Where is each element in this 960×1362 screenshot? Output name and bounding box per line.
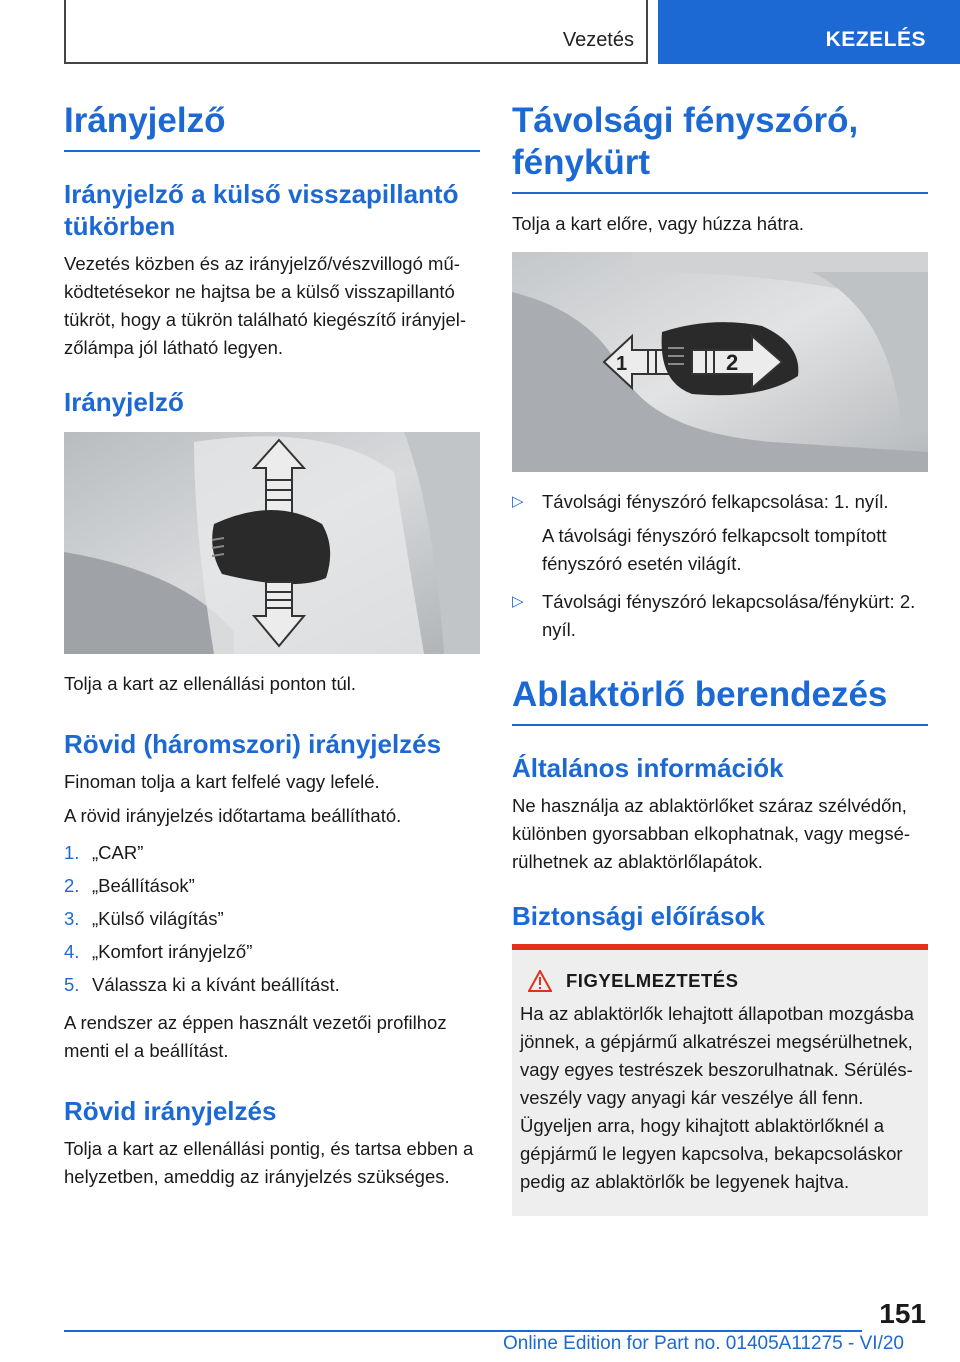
turn-signal-lever-figure — [64, 432, 480, 654]
heading-brief-indicator: Rövid irányjelzés — [64, 1096, 277, 1126]
footer-divider — [64, 1330, 862, 1332]
left-column — [64, 100, 480, 1197]
heading-indicator: Irányjelző — [64, 387, 184, 417]
arrow-label-2: 2 — [726, 350, 739, 375]
warning-title: FIGYELMEZTETÉS — [566, 970, 739, 991]
step-text: „Komfort irányjelző” — [92, 941, 253, 962]
bullet-text: Távolsági fényszóró felkapcsolása: 1. nyíl. — [542, 491, 889, 512]
step-text: Válassza ki a kívánt beállítást. — [92, 974, 340, 995]
step-number: 2. — [64, 875, 80, 896]
paragraph-push-pull-lever: Tolja a kart előre, vagy húzza hátra. — [512, 213, 805, 234]
paragraph-gently-push: Finoman tolja a kart felfelé vagy lefelé. — [64, 771, 380, 792]
arrow-label-1: 1 — [616, 353, 628, 375]
step-number: 4. — [64, 941, 80, 962]
high-beam-lever-illustration — [512, 252, 928, 472]
heading-general-info: Általános információk — [512, 753, 784, 783]
page-number: 151 — [879, 1298, 926, 1329]
list-item — [64, 836, 480, 869]
header-chapter-box — [658, 0, 960, 64]
step-number: 3. — [64, 908, 80, 929]
step-text: „Külső világítás” — [92, 908, 224, 929]
bullet-text: Távolsági fényszóró lekapcsolása/fénykürt: 2. nyíl. — [542, 591, 916, 640]
triangle-bullet-icon: ▷ — [512, 493, 524, 510]
list-item — [64, 902, 480, 935]
paragraph-mirror-indicator: Vezetés közben és az irányjelző/vészvillogó működtetésekor ne hajtsa be a külső visszapillantó tükröt, hogy a tükrön található kiegészítő irányjelzőlámpa jól látható legyen. — [64, 253, 467, 358]
paragraph-profile-save: A rendszer az éppen használt vezetői profilhoz menti el a beállítást. — [64, 1012, 447, 1061]
heading-high-beam: Távolsági fényszóró, fénykürt — [512, 100, 928, 194]
heading-iranyjelzo: Irányjelző — [64, 100, 480, 152]
paragraph-duration: A rövid irányjelzés időtartama beállítható. — [64, 805, 402, 826]
warning-text: Ha az ablaktörlők lehajtott állapotban mozgásba jönnek, a gépjármű alkatrészei megsérülhetnek, vagy egyes testrészek beszorulhatnak. Sérülésveszély vagy anyagi kár veszélye áll fenn. Ügyeljen arra, hogy kihajtott ablaktörlőknél a gépjármű le legyen kapcsolva, bekapcsoláskor pedig az ablaktörlők be legyenek hajtva. — [520, 1003, 914, 1192]
step-text: „Beállítások” — [92, 875, 195, 896]
heading-mirror-indicator: Irányjelző a külső visszapillantó tükörben — [64, 179, 459, 241]
list-item — [512, 588, 928, 644]
right-column — [512, 100, 928, 1216]
list-item — [64, 968, 480, 1001]
settings-steps-list — [64, 836, 480, 1001]
list-item — [64, 869, 480, 902]
paragraph-hold-lever: Tolja a kart az ellenállási pontig, és tartsa ebben a helyzetben, ameddig az irányjelzés szükséges. — [64, 1138, 474, 1187]
step-number: 1. — [64, 842, 80, 863]
warning-box — [512, 944, 928, 1216]
warning-triangle-icon — [528, 970, 552, 992]
footer-edition: Online Edition for Part no. 01405A11275 - VI/20 — [502, 1333, 904, 1354]
high-beam-bullets — [512, 488, 928, 644]
step-number: 5. — [64, 974, 80, 995]
paragraph-push-lever: Tolja a kart az ellenállási ponton túl. — [64, 673, 357, 694]
header-section-box — [64, 0, 648, 64]
header-section-title: Vezetés — [562, 29, 634, 51]
heading-wipers: Ablaktörlő berendezés — [512, 674, 928, 726]
header-chapter-title: KEZELÉS — [825, 28, 926, 51]
triangle-bullet-icon: ▷ — [512, 593, 524, 610]
step-text: „CAR” — [92, 842, 144, 863]
list-item — [512, 488, 928, 578]
heading-safety: Biztonsági előírások — [512, 901, 765, 931]
list-item — [64, 935, 480, 968]
paragraph-dry-windshield: Ne használja az ablaktörlőket száraz szélvédőn, különben gyorsabban elkophatnak, vagy megsérülhetnek az ablaktörlőlapátok. — [512, 795, 911, 872]
turn-signal-lever-illustration — [64, 432, 480, 654]
heading-short-indicator: Rövid (háromszori) irányjelzés — [64, 729, 442, 759]
bullet-subtext: A távolsági fényszóró felkapcsolt tompított fényszóró esetén világít. — [542, 525, 887, 574]
high-beam-lever-figure — [512, 252, 928, 472]
